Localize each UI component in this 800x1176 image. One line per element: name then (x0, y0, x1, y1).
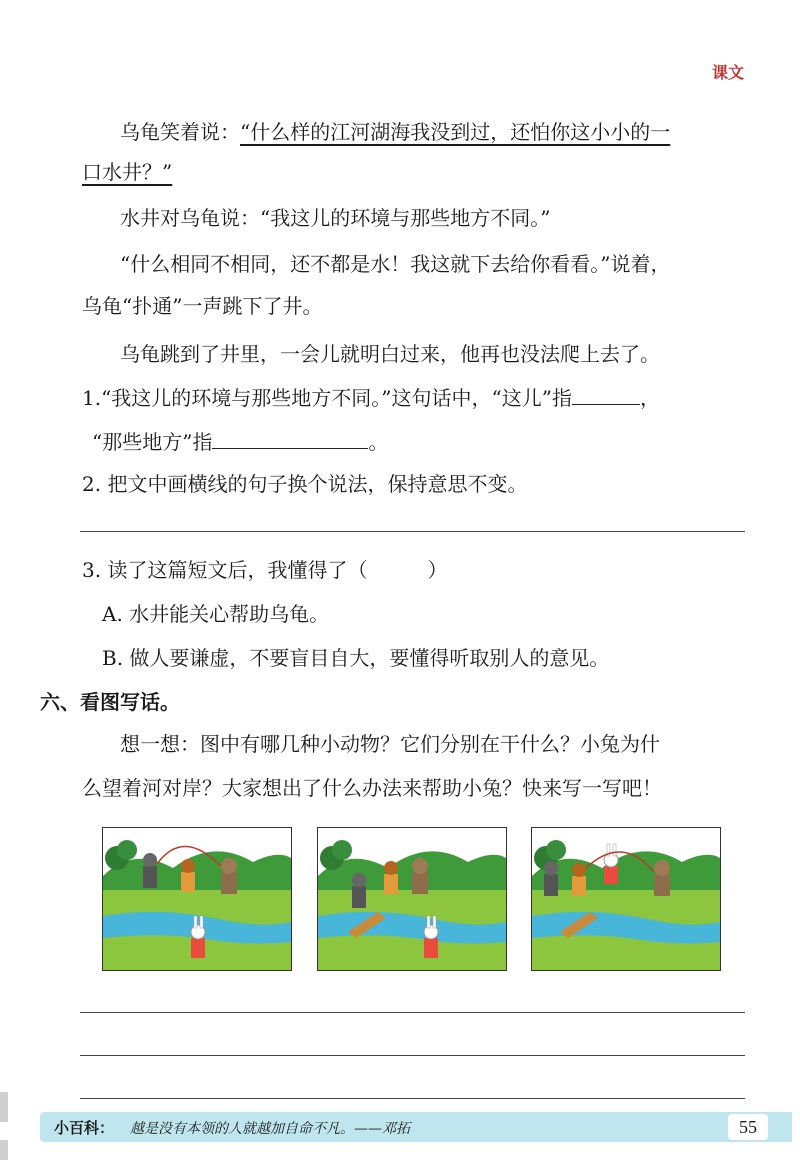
option-a: A. 水井能关心帮助乌龟。 (102, 602, 330, 626)
footer-bar (40, 1112, 792, 1142)
passage-line-1 (120, 118, 670, 146)
writing-prompt-cont: 么望着河对岸？大家想出了什么办法来帮助小兔？快来写一写吧！ (82, 776, 662, 800)
wolf-figure (352, 873, 366, 908)
bear-figure (654, 860, 670, 896)
question-1-comma: ， (639, 386, 660, 410)
passage-speaker: 乌龟笑着说： (120, 120, 240, 144)
section-tag: 课文 (711, 63, 744, 82)
wolf-figure (143, 853, 157, 888)
bear-figure (412, 858, 428, 894)
passage-paragraph-2: 水井对乌龟说：“我这儿的环境与那些地方不同。” (120, 206, 551, 230)
underlined-sentence: “什么样的江河湖海我没到过，还怕你这小小的一 (240, 120, 671, 144)
writing-line-1[interactable] (80, 1012, 745, 1013)
answer-line-q2[interactable] (80, 531, 745, 532)
picture-scene-1 (102, 827, 292, 971)
footer-quote: 越是没有本领的人就越加自命不凡。——邓拓 (130, 1121, 410, 1137)
page-edge-mark (0, 1092, 8, 1122)
passage-paragraph-4: 乌龟跳到了井里，一会儿就明白过来，他再也没法爬上去了。 (120, 342, 660, 366)
underlined-sentence-end: 口水井？” (82, 160, 173, 184)
question-3: 3. 读了这篇短文后，我懂得了（ ） (82, 558, 448, 582)
answer-blank-2[interactable] (212, 426, 368, 449)
question-1-period: 。 (368, 430, 389, 454)
monkey-figure (572, 863, 586, 896)
monkey-figure (181, 859, 195, 892)
page-edge-mark (0, 1140, 8, 1160)
monkey-figure (384, 861, 398, 894)
passage-paragraph-3-cont: 乌龟“扑通”一声跳下了井。 (82, 294, 323, 318)
question-2: 2. 把文中画横线的句子换个说法，保持意思不变。 (82, 472, 528, 496)
question-1-cont (92, 426, 388, 456)
wolf-figure (544, 861, 558, 896)
writing-line-3[interactable] (80, 1098, 745, 1099)
question-1 (82, 382, 660, 412)
footer-label: 小百科： (54, 1119, 115, 1137)
passage-line-2 (82, 158, 172, 186)
bear-figure (221, 858, 237, 894)
option-b: B. 做人要谦虚，不要盲目自大，要懂得听取别人的意见。 (102, 646, 610, 670)
question-1-text: 1.“我这儿的环境与那些地方不同。”这句话中，“这儿”指 (82, 386, 572, 410)
writing-line-2[interactable] (80, 1055, 745, 1056)
question-1-text-b: “那些地方”指 (92, 430, 213, 454)
section-heading: 六、看图写话。 (40, 690, 180, 714)
page-number: 55 (728, 1114, 768, 1140)
picture-scene-3 (531, 827, 721, 971)
picture-scene-2 (317, 827, 507, 971)
answer-blank-1[interactable] (572, 382, 640, 405)
passage-paragraph-3: “什么相同不相同，还不都是水！我这就下去给你看看。”说着， (120, 252, 671, 276)
writing-prompt: 想一想：图中有哪几种小动物？它们分别在干什么？小兔为什 (120, 732, 660, 756)
